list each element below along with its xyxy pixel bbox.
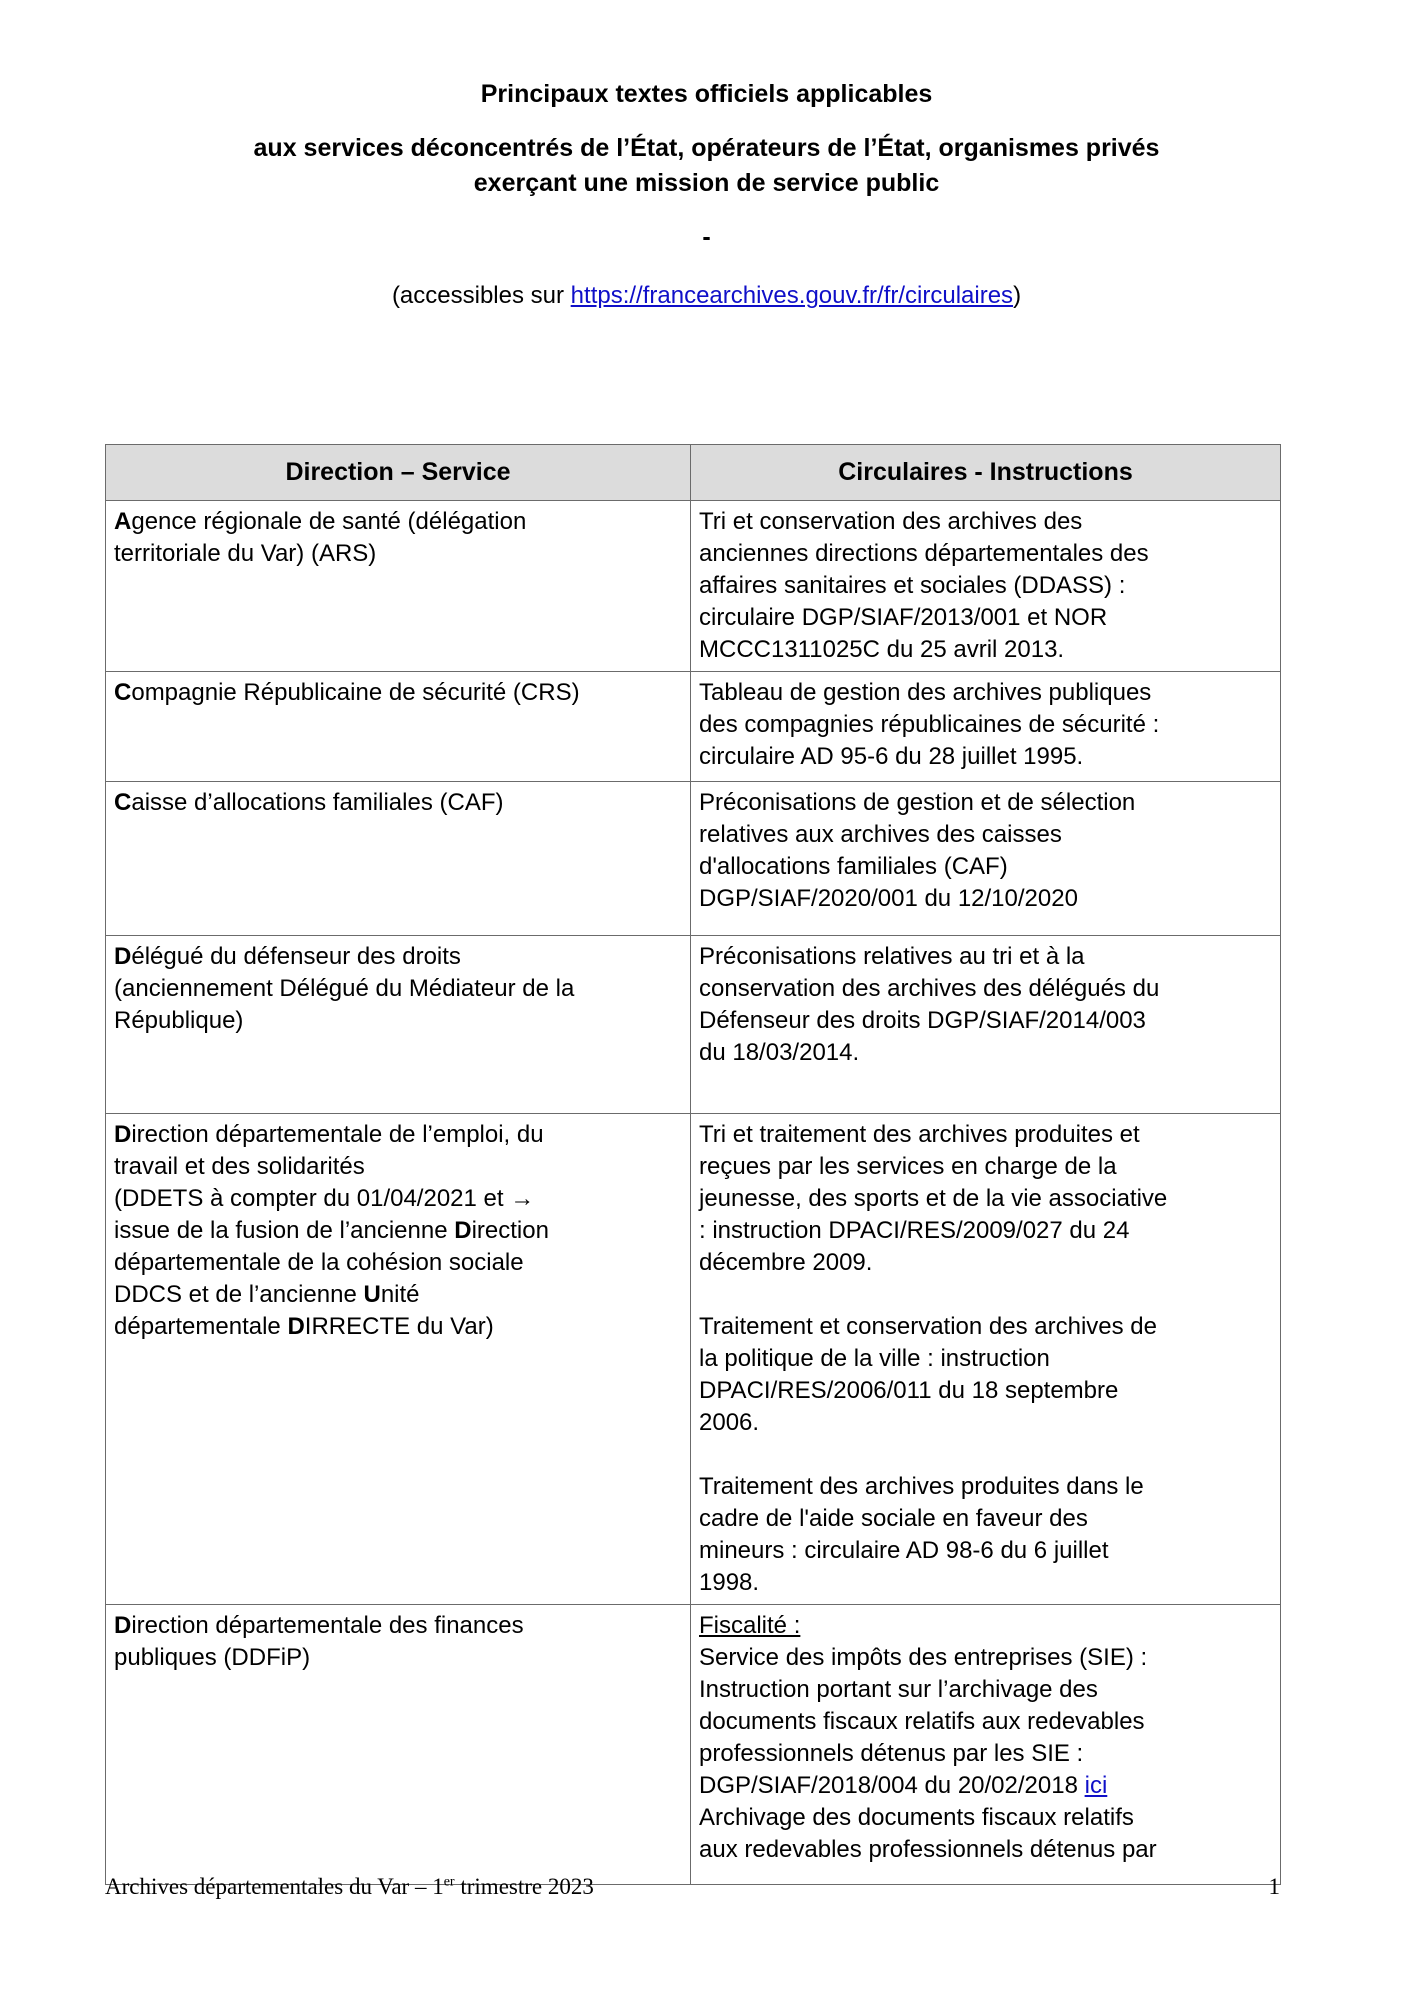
direction-cell: [106, 501, 691, 672]
circulaires-cell: [691, 936, 1281, 1114]
table-row: [106, 1114, 1281, 1605]
text-line: aux redevables professionnels détenus par: [699, 1836, 1157, 1863]
circulaires-cell: [691, 672, 1281, 782]
text-line: Tri et conservation des archives des: [699, 508, 1083, 535]
table-row: [106, 672, 1281, 782]
table-header-row: [106, 445, 1281, 501]
text-line: [699, 1439, 1272, 1471]
direction-cell: [106, 936, 691, 1114]
text-line: circulaire DGP/SIAF/2013/001 et NOR: [699, 604, 1108, 631]
text-line: Préconisations relatives au tri et à la: [699, 943, 1085, 970]
text-line: Tri et traitement des archives produites et: [699, 1121, 1140, 1148]
table-row: [106, 782, 1281, 936]
text-line: Traitement des archives produites dans le: [699, 1473, 1144, 1500]
text-line: Défenseur des droits DGP/SIAF/2014/003: [699, 1007, 1146, 1034]
text-line: DDCS et de l’ancienne Unité: [114, 1281, 420, 1308]
text-line: mineurs : circulaire AD 98-6 du 6 juillet: [699, 1537, 1109, 1564]
header-direction-service: Direction – Service: [106, 445, 691, 501]
table-row: [106, 501, 1281, 672]
page-subtitle: [0, 131, 1413, 201]
text-line: jeunesse, des sports et de la vie associative: [699, 1185, 1168, 1212]
table-body: [106, 501, 1281, 1885]
text-line: conservation des archives des délégués du: [699, 975, 1160, 1002]
direction-cell: [106, 672, 691, 782]
text-line: travail et des solidarités: [114, 1153, 365, 1180]
text-line: 2006.: [699, 1409, 760, 1436]
text-line: reçues par les services en charge de la: [699, 1153, 1117, 1180]
text-line: Caisse d’allocations familiales (CAF): [114, 789, 504, 816]
table-row: [106, 1605, 1281, 1885]
text-line: : instruction DPACI/RES/2009/027 du 24: [699, 1217, 1130, 1244]
text-line: issue de la fusion de l’ancienne Direction: [114, 1217, 549, 1244]
access-link-line: [0, 282, 1413, 310]
text-line: départementale DIRRECTE du Var): [114, 1313, 494, 1340]
circulaires-cell: [691, 782, 1281, 936]
text-line: publiques (DDFiP): [114, 1644, 311, 1671]
text-line: circulaire AD 95-6 du 28 juillet 1995.: [699, 743, 1084, 770]
page-footer: [105, 1874, 1280, 1900]
page-title: Principaux textes officiels applicables: [480, 80, 933, 108]
link-suffix: ): [1013, 282, 1022, 309]
text-line: [699, 1279, 1272, 1311]
text-line: documents fiscaux relatifs aux redevables: [699, 1708, 1145, 1735]
table-row: [106, 936, 1281, 1114]
text-line: professionnels détenus par les SIE :: [699, 1740, 1084, 1767]
text-line: Agence régionale de santé (délégation: [114, 508, 527, 535]
text-line: (DDETS à compter du 01/04/2021 et →: [114, 1185, 535, 1212]
text-line: territoriale du Var) (ARS): [114, 540, 377, 567]
title-block: [0, 0, 1413, 310]
text-line: (anciennement Délégué du Médiateur de la: [114, 975, 575, 1002]
footer-superscript: er: [443, 1874, 455, 1890]
header-circulaires-instructions: Circulaires - Instructions: [691, 445, 1281, 501]
text-line: des compagnies républicaines de sécurité :: [699, 711, 1160, 738]
francearchives-link[interactable]: https://francearchives.gouv.fr/fr/circulaires: [570, 282, 1014, 309]
text-line: Fiscalité :: [699, 1612, 801, 1639]
link-prefix: (accessibles sur: [391, 282, 571, 309]
direction-cell: [106, 1114, 691, 1605]
text-line: la politique de la ville : instruction: [699, 1345, 1050, 1372]
text-line: cadre de l'aide sociale en faveur des: [699, 1505, 1088, 1532]
text-line: Compagnie Républicaine de sécurité (CRS): [114, 679, 580, 706]
text-line: Traitement et conservation des archives de: [699, 1313, 1158, 1340]
text-line: d'allocations familiales (CAF): [699, 853, 1008, 880]
text-line: Instruction portant sur l’archivage des: [699, 1676, 1098, 1703]
circulaires-cell: [691, 501, 1281, 672]
text-line: départementale de la cohésion sociale: [114, 1249, 524, 1276]
text-line: République): [114, 1007, 244, 1034]
text-line: Tableau de gestion des archives publiques: [699, 679, 1152, 706]
text-line: DPACI/RES/2006/011 du 18 septembre: [699, 1377, 1119, 1404]
text-line: MCCC1311025C du 25 avril 2013.: [699, 636, 1065, 663]
text-line: Direction départementale de l’emploi, du: [114, 1121, 544, 1148]
title-separator-dash: -: [702, 223, 711, 251]
text-line: Préconisations de gestion et de sélection: [699, 789, 1136, 816]
text-line: du 18/03/2014.: [699, 1039, 860, 1066]
text-line: Direction départementale des finances: [114, 1612, 524, 1639]
page-number: 1: [1268, 1874, 1280, 1899]
circulaires-cell: [691, 1114, 1281, 1605]
text-line: Délégué du défenseur des droits: [114, 943, 461, 970]
subtitle-line-1: aux services déconcentrés de l’État, opérateurs de l’État, organismes privés: [253, 134, 1160, 162]
direction-cell: [106, 782, 691, 936]
text-line: relatives aux archives des caisses: [699, 821, 1062, 848]
text-line: affaires sanitaires et sociales (DDASS) :: [699, 572, 1126, 599]
text-line: anciennes directions départementales des: [699, 540, 1149, 567]
circulaires-table: [105, 444, 1281, 1885]
direction-cell: [106, 1605, 691, 1885]
footer-text-suffix: trimestre 2023: [454, 1874, 594, 1899]
subtitle-line-2: exerçant une mission de service public: [473, 169, 940, 197]
text-line: Service des impôts des entreprises (SIE) :: [699, 1644, 1148, 1671]
text-line: Archivage des documents fiscaux relatifs: [699, 1804, 1134, 1831]
ici-link[interactable]: ici: [1084, 1772, 1108, 1799]
text-line: DGP/SIAF/2020/001 du 12/10/2020: [699, 885, 1078, 912]
footer-text: Archives départementales du Var – 1: [105, 1874, 444, 1899]
text-line: DGP/SIAF/2018/004 du 20/02/2018 ici: [699, 1772, 1108, 1799]
footer-left: [105, 1874, 594, 1900]
circulaires-cell: [691, 1605, 1281, 1885]
text-line: décembre 2009.: [699, 1249, 873, 1276]
text-line: 1998.: [699, 1569, 760, 1596]
